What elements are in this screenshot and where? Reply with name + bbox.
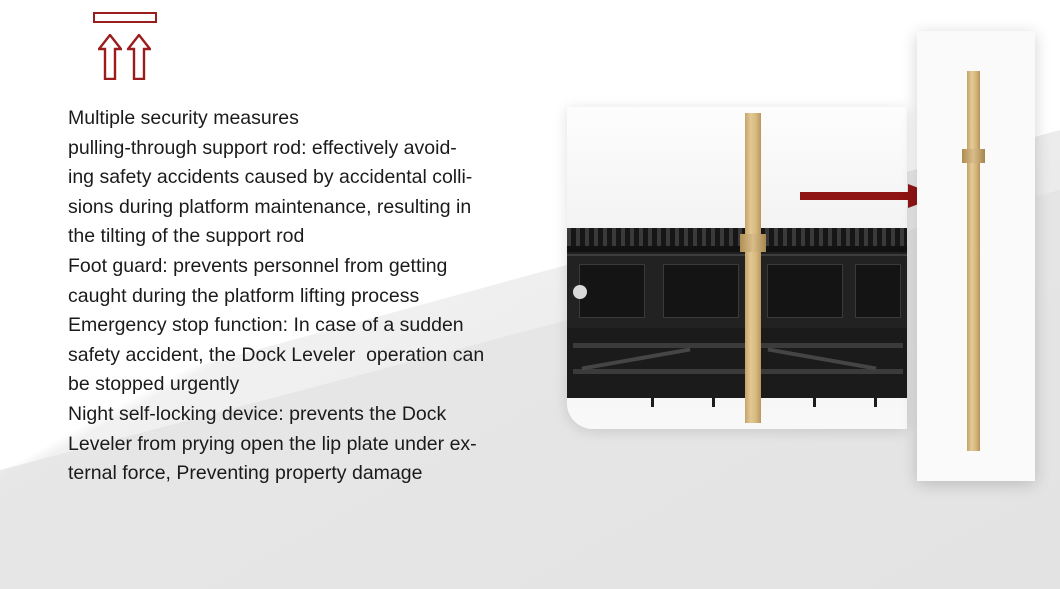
photo-component-box: [767, 264, 843, 318]
text-heading: Multiple security measures: [68, 107, 299, 129]
lifting-plate-arrows-icon: [93, 12, 159, 82]
support-rod-detail-photo: [917, 31, 1035, 481]
up-arrow-icon-right: [127, 34, 151, 80]
text-line: pulling-through support rod: effectively avoid-: [68, 136, 457, 159]
text-line: be stopped urgently: [68, 373, 240, 396]
text-line: Night self-locking device: prevents the Dock: [68, 402, 447, 425]
up-arrow-icon-left: [98, 34, 122, 80]
text-line: Leveler from prying open the lip plate under ex-: [68, 432, 477, 455]
photo-floor: [567, 407, 907, 429]
text-line: the tilting of the support rod: [68, 225, 305, 248]
text-line: ternal force, Preventing property damage: [68, 462, 423, 485]
support-rod: [745, 113, 761, 423]
photo-component-box: [663, 264, 739, 318]
dock-leveler-underside-photo: [567, 107, 907, 429]
text-line: Emergency stop function: In case of a sudden: [68, 314, 464, 337]
photo-frame-beam: [573, 343, 903, 348]
text-line: ing safety accidents caused by accidental colli-: [68, 166, 473, 189]
photo-component-box: [855, 264, 901, 318]
photo-small-fitting: [573, 285, 587, 299]
photo-frame-beam: [573, 369, 903, 374]
support-rod-detail-collar: [962, 149, 985, 163]
body-text-block: [68, 104, 538, 489]
text-line: Foot guard: prevents personnel from getting: [68, 254, 448, 277]
support-rod-collar: [740, 234, 766, 252]
text-line: safety accident, the Dock Leveler operation can: [68, 343, 485, 366]
text-line: caught during the platform lifting process: [68, 284, 420, 307]
support-rod-detail: [967, 71, 980, 451]
photo-grate-edge: [567, 228, 907, 252]
photo-component-box: [579, 264, 645, 318]
plate-bar-icon: [93, 12, 157, 23]
text-line: sions during platform maintenance, resulting in: [68, 195, 472, 218]
